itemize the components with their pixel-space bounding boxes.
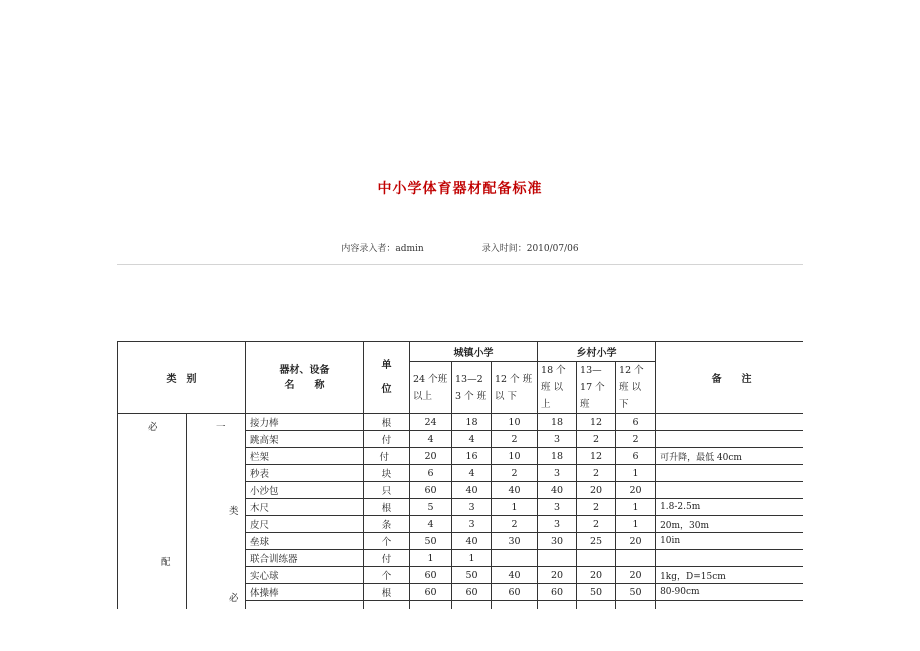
quantity-cell: 4 xyxy=(410,431,452,448)
quantity-cell: 18 xyxy=(538,448,577,465)
quantity-cell: 1 xyxy=(616,465,656,482)
quantity-cell: 18 xyxy=(452,414,492,431)
quantity-cell: 60 xyxy=(410,567,452,584)
quantity-cell: 6 xyxy=(616,448,656,465)
quantity-cell: 2 xyxy=(616,431,656,448)
quantity-cell: 2 xyxy=(492,465,538,482)
quantity-cell: 2 xyxy=(577,465,616,482)
unit-cell: 个 xyxy=(364,567,410,584)
quantity-cell: 2 xyxy=(492,431,538,448)
note-cell: 可升降，最低 40cm xyxy=(656,448,803,465)
quantity-cell: 20 xyxy=(538,567,577,584)
quantity-cell: 60 xyxy=(452,584,492,601)
unit-cell: 块 xyxy=(364,465,410,482)
unit-cell: 条 xyxy=(364,516,410,533)
quantity-cell: 2 xyxy=(577,516,616,533)
header-urban-12: 12 个 班 以 下 xyxy=(492,362,538,414)
quantity-cell: 1 xyxy=(616,499,656,516)
quantity-cell: 5 xyxy=(410,499,452,516)
unit-cell: 只 xyxy=(364,482,410,499)
category-char: 一 xyxy=(216,422,226,433)
equipment-name: 小沙包 xyxy=(246,482,364,499)
quantity-cell: 20 xyxy=(616,482,656,499)
header-unit: 单 位 xyxy=(364,342,410,414)
quantity-cell: 6 xyxy=(410,465,452,482)
unit-cell: 个 xyxy=(364,533,410,550)
equipment-name: 体操棒 xyxy=(246,584,364,601)
category-char: 必 xyxy=(229,593,239,604)
header-urban-13: 13—2 3 个 班 xyxy=(452,362,492,414)
quantity-cell: 3 xyxy=(452,516,492,533)
quantity-cell: 3 xyxy=(538,516,577,533)
unit-cell: 付 xyxy=(364,550,410,567)
quantity-cell: 24 xyxy=(410,414,452,431)
quantity-cell: 2 xyxy=(492,516,538,533)
equipment-name: 秒表 xyxy=(246,465,364,482)
quantity-cell: 3 xyxy=(452,499,492,516)
header-urban-24: 24 个班 以上 xyxy=(410,362,452,414)
quantity-cell: 10 xyxy=(492,448,538,465)
quantity-cell: 1 xyxy=(616,516,656,533)
note-cell: 20m，30m xyxy=(656,516,803,533)
quantity-cell: 4 xyxy=(410,516,452,533)
quantity-cell: 20 xyxy=(577,482,616,499)
category-col-1 xyxy=(118,414,187,610)
category-char: 必 xyxy=(148,422,158,433)
quantity-cell: 20 xyxy=(577,567,616,584)
equipment-name: 接力棒 xyxy=(246,414,364,431)
header-rural-group: 乡村小学 xyxy=(538,342,656,362)
quantity-cell: 25 xyxy=(577,533,616,550)
header-urban-group: 城镇小学 xyxy=(410,342,538,362)
note-cell: 80-90cm xyxy=(656,584,803,601)
note-cell: 1kg，D=15cm xyxy=(656,567,803,584)
quantity-cell: 10 xyxy=(492,414,538,431)
category-col-2 xyxy=(187,414,246,610)
unit-cell: 根 xyxy=(364,584,410,601)
quantity-cell: 50 xyxy=(410,533,452,550)
quantity-cell: 1 xyxy=(452,550,492,567)
quantity-cell: 16 xyxy=(452,448,492,465)
quantity-cell: 60 xyxy=(410,482,452,499)
author-label: 内容录入者：admin xyxy=(341,244,424,254)
equipment-table-wrapper xyxy=(117,341,803,609)
header-category: 类 别 xyxy=(118,342,246,414)
quantity-cell: 12 xyxy=(577,414,616,431)
note-cell: 1.8-2.5m xyxy=(656,499,803,516)
note-cell xyxy=(656,482,803,499)
quantity-cell: 20 xyxy=(410,448,452,465)
quantity-cell: 2 xyxy=(577,499,616,516)
quantity-cell: 60 xyxy=(538,584,577,601)
quantity-cell xyxy=(492,550,538,567)
header-rural-13: 13— 17 个 班 xyxy=(577,362,616,414)
quantity-cell: 12 xyxy=(577,448,616,465)
quantity-cell: 18 xyxy=(538,414,577,431)
quantity-cell: 40 xyxy=(492,482,538,499)
header-rural-18: 18 个 班 以 上 xyxy=(538,362,577,414)
quantity-cell: 3 xyxy=(538,465,577,482)
quantity-cell xyxy=(577,550,616,567)
quantity-cell: 30 xyxy=(492,533,538,550)
equipment-name: 联合训练器 xyxy=(246,550,364,567)
quantity-cell: 50 xyxy=(616,584,656,601)
quantity-cell: 3 xyxy=(538,499,577,516)
header-note: 备 注 xyxy=(656,342,803,414)
article-meta xyxy=(0,241,920,254)
equipment-name: 垒球 xyxy=(246,533,364,550)
unit-cell: 付 xyxy=(364,448,410,465)
equipment-name: 栏架 xyxy=(246,448,364,465)
quantity-cell: 20 xyxy=(616,567,656,584)
quantity-cell: 60 xyxy=(410,584,452,601)
quantity-cell: 30 xyxy=(538,533,577,550)
quantity-cell: 40 xyxy=(492,567,538,584)
note-cell xyxy=(656,414,803,431)
header-name: 器材、设备 名 称 xyxy=(246,342,364,414)
equipment-name: 木尺 xyxy=(246,499,364,516)
table-row xyxy=(118,414,804,431)
quantity-cell: 1 xyxy=(492,499,538,516)
category-char: 类 xyxy=(229,506,239,517)
quantity-cell xyxy=(538,550,577,567)
quantity-cell: 40 xyxy=(538,482,577,499)
note-cell xyxy=(656,431,803,448)
equipment-name: 跳高架 xyxy=(246,431,364,448)
quantity-cell: 1 xyxy=(410,550,452,567)
note-cell xyxy=(656,550,803,567)
quantity-cell: 40 xyxy=(452,533,492,550)
quantity-cell: 50 xyxy=(577,584,616,601)
quantity-cell: 50 xyxy=(452,567,492,584)
quantity-cell: 40 xyxy=(452,482,492,499)
equipment-name: 实心球 xyxy=(246,567,364,584)
divider xyxy=(117,264,803,265)
quantity-cell xyxy=(616,550,656,567)
equipment-table xyxy=(117,341,803,609)
quantity-cell: 20 xyxy=(616,533,656,550)
quantity-cell: 4 xyxy=(452,465,492,482)
unit-cell: 根 xyxy=(364,499,410,516)
quantity-cell: 4 xyxy=(452,431,492,448)
quantity-cell: 6 xyxy=(616,414,656,431)
category-char: 配 xyxy=(161,557,171,568)
equipment-name: 皮尺 xyxy=(246,516,364,533)
date-label: 录入时间：2010/07/06 xyxy=(481,244,579,254)
note-cell xyxy=(656,465,803,482)
unit-cell: 根 xyxy=(364,414,410,431)
quantity-cell: 2 xyxy=(577,431,616,448)
quantity-cell: 60 xyxy=(492,584,538,601)
unit-cell: 付 xyxy=(364,431,410,448)
quantity-cell: 3 xyxy=(538,431,577,448)
page-title: 中小学体育器材配备标准 xyxy=(377,181,543,197)
note-cell: 10in xyxy=(656,533,803,550)
header-rural-12: 12 个 班 以 下 xyxy=(616,362,656,414)
